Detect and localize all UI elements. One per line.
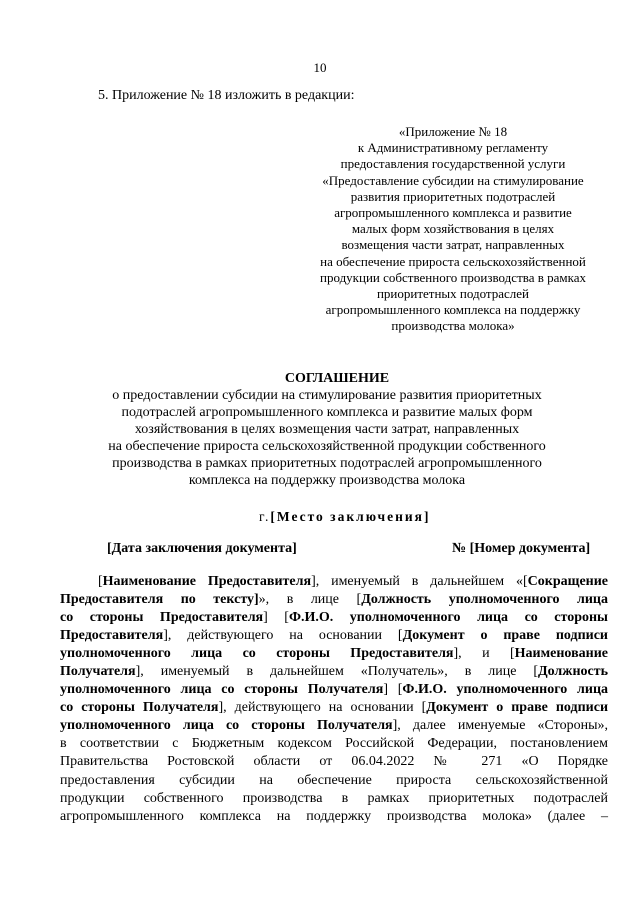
preamble-text: [: [98, 574, 103, 589]
date-placeholder: [Дата заключения документа]: [107, 541, 297, 556]
preamble-text: ], далее именуемые «Стороны»,: [392, 718, 608, 734]
placeholder-field: Наименование Предоставителя: [102, 574, 312, 589]
annex-line: агропромышленного комплекса на поддержку: [325, 302, 581, 318]
annex-line: к Административному регламенту: [357, 140, 549, 156]
preamble-text: ], действующего на основании [: [218, 700, 427, 716]
annex-line: предоставления государственной услуги: [340, 156, 566, 172]
agreement-subtitle-line: комплекса на поддержку производства молока: [188, 473, 466, 488]
preamble-line: [60, 790, 608, 808]
preamble-text: ], и [: [453, 646, 515, 662]
preamble-text: ], именуемый в дальнейшем «Получатель», в лице [: [135, 664, 538, 680]
placeholder-field: уполномоченного лица со стороны Предоставителя: [60, 646, 454, 662]
placeholder-field: уполномоченного лица со стороны Получателя: [60, 682, 384, 698]
placeholder-field: Сокращение: [527, 574, 608, 589]
agreement-subtitle-line: подотраслей агропромышленного комплекса и развитие малых форм: [121, 405, 533, 420]
annex-header: [305, 124, 601, 335]
agreement-title: СОГЛАШЕНИЕ: [284, 371, 390, 386]
preamble-text: предоставления субсидии на обеспечение прироста сельскохозяйственной: [60, 772, 608, 788]
annex-line: «Предоставление субсидии на стимулирование: [322, 172, 584, 188]
amendment-intro: 5. Приложение № 18 изложить в редакции:: [98, 88, 355, 103]
annex-line: развития приоритетных подотраслей: [350, 188, 556, 204]
placeholder-field: со стороны Предоставителя: [60, 610, 264, 626]
placeholder-field: Должность: [537, 664, 608, 680]
placeholder-field: Наименование: [514, 646, 608, 662]
placeholder-field: Документ о праве подписи: [426, 700, 609, 716]
preamble-line: [60, 772, 608, 790]
place-placeholder: [Место заключения]: [270, 509, 431, 524]
preamble-line: [60, 591, 608, 609]
preamble-text: », в лице [: [258, 592, 362, 608]
agreement-subtitle-line: о предоставлении субсидии на стимулирование развития приоритетных: [112, 388, 542, 403]
document-number-placeholder: № [Номер документа]: [452, 541, 591, 556]
preamble-line: [60, 717, 608, 735]
preamble-text: ], действующего на основании [: [163, 628, 403, 644]
agreement-subtitle: [60, 387, 594, 489]
preamble-text: ] [: [263, 610, 289, 626]
preamble-text: Правительства Ростовской области от 06.04.2022 № 271 «О Порядке: [60, 754, 608, 770]
preamble-text: в соответствии с Бюджетным кодексом Российской Федерации, постановлением: [60, 736, 608, 752]
agreement-preamble: [60, 573, 608, 826]
preamble-text: ] [: [383, 682, 403, 698]
annex-line: агропромышленного комплекса и развитие: [334, 205, 572, 221]
placeholder-field: Предоставителя по тексту]: [60, 592, 259, 608]
place-prefix: г.: [259, 509, 271, 524]
preamble-line: [60, 645, 608, 663]
agreement-subtitle-line: производства в рамках приоритетных подотраслей агропромышленного: [112, 456, 542, 471]
annex-line: на обеспечение прироста сельскохозяйственной: [320, 253, 586, 269]
placeholder-field: со стороны Получателя: [60, 700, 219, 716]
placeholder-field: уполномоченного лица со стороны Получателя: [60, 718, 393, 734]
preamble-line: [60, 753, 608, 771]
placeholder-field: Получателя: [60, 664, 136, 680]
preamble-text: агропромышленного комплекса на поддержку производства молока» (далее –: [60, 808, 608, 824]
placeholder-field: Предоставителя: [60, 628, 164, 644]
preamble-line: [60, 573, 608, 591]
agreement-subtitle-line: хозяйствования в целях возмещения части затрат, направленных: [134, 422, 520, 437]
preamble-line: [60, 699, 608, 717]
placeholder-field: Документ о праве подписи: [402, 628, 608, 644]
agreement-subtitle-line: на обеспечение прироста сельскохозяйственной продукции собственного: [108, 439, 546, 454]
preamble-text: ], именуемый в дальнейшем «[: [311, 574, 528, 589]
preamble-text: продукции собственного производства в рамках приоритетных подотраслей: [60, 790, 608, 806]
placeholder-field: Ф.И.О. уполномоченного лица со стороны: [288, 610, 608, 626]
preamble-line: [60, 681, 608, 699]
preamble-line: [60, 808, 608, 826]
placeholder-field: Должность уполномоченного лица: [361, 592, 608, 608]
annex-line: возмещения части затрат, направленных: [341, 237, 565, 253]
annex-line: производства молока»: [391, 318, 515, 334]
place-of-conclusion: [259, 508, 430, 525]
page-number: 10: [313, 60, 327, 75]
annex-line: «Приложение № 18: [398, 124, 508, 139]
annex-line: малых форм хозяйствования в целях: [351, 221, 555, 237]
preamble-line: [60, 735, 608, 753]
annex-line: приоритетных подотраслей: [376, 286, 530, 302]
preamble-line: [60, 627, 608, 645]
placeholder-field: Ф.И.О. уполномоченного лица: [402, 682, 609, 698]
preamble-line: [60, 609, 608, 627]
preamble-line: [60, 663, 608, 681]
annex-line: продукции собственного производства в рамках: [319, 269, 587, 285]
